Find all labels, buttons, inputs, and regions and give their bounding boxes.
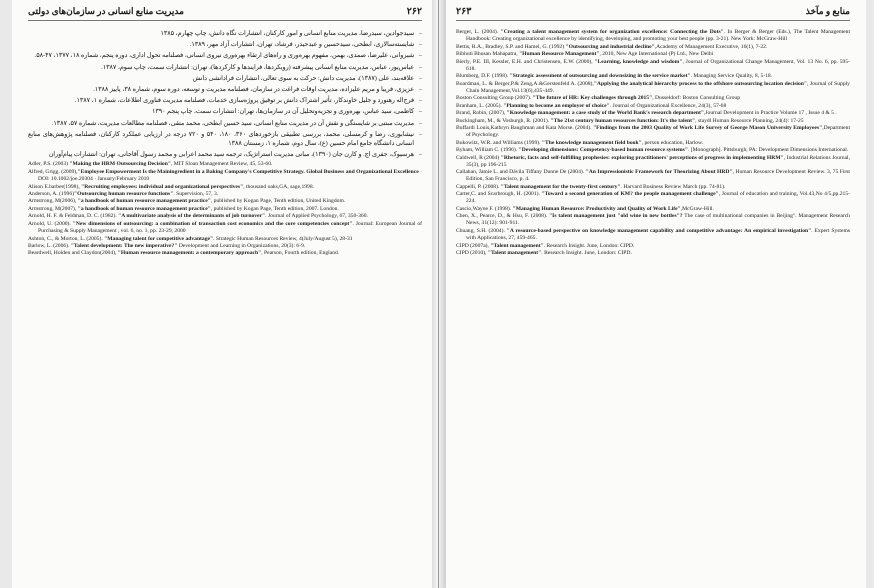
reference-item (456, 228, 850, 242)
reference-title: "Talent development: The new imperative?" (70, 242, 178, 249)
reference-item (28, 243, 422, 250)
reference-authors: Arnold, U. (2000). (28, 220, 73, 227)
persian-reference-item: – سیدجوادین، سیدرضا، مدیریت منابع انسانی و امور کارکنان، انتشارات نگاه دانش، چاپ چهارم، ۱۳۸۵ (28, 29, 422, 38)
persian-reference-item: – علاقه‌بند، علی (۱۳۸۷)، مدیریت دانش: حرکت به سوی تعالی، انتشارات فرادانشی دانش (28, 74, 422, 83)
persian-reference-list (28, 29, 422, 159)
reference-authors: Ashton, C., & Morton, L. (2005). (28, 235, 105, 242)
reference-source: The case of multinational companies in Beijing". Management Research News, 31(12): 901-911. (466, 213, 850, 227)
reference-authors: Anderson, A. (1996) (28, 190, 74, 197)
reference-source: , Industrial Relations Journal, 35(3), pp 196-215 (466, 154, 851, 168)
right-page-number: ۲۶۳ (456, 7, 472, 17)
reference-source: . Journal of Organizational Excellence, 24(3), 57-68 (609, 102, 727, 109)
reference-source: ,Department of Psychology. (466, 125, 851, 139)
reference-item (28, 236, 422, 243)
reference-authors: Alfred, Grigg. (2009), (28, 168, 78, 175)
reference-authors: Byham, William C. (1996). (456, 147, 519, 154)
reference-source: , Pearson, Fourth edition, England. (261, 250, 340, 257)
reference-item (28, 184, 422, 191)
reference-source: ,McGraw-Hill. (680, 205, 714, 212)
reference-item (456, 155, 850, 169)
reference-source: , 2010, New Age International (P) Ltd., New Delhi (599, 51, 714, 58)
left-running-head: مدیریت منابع انسانی در سازمان‌های دولتی (28, 6, 184, 16)
reference-authors: Bettis, R.A., Bradley, S.P. and Hamel, G. (1992) (456, 43, 566, 50)
reference-authors: Brand, Robin, (2007), (456, 110, 507, 117)
reference-authors: Buckingham, M., & Vosburgh, R. (2001). (456, 117, 551, 124)
left-page (12, 0, 432, 588)
reference-item (456, 51, 850, 58)
reference-title: "A multivariate analysis of the determinants of job turnover" (118, 213, 266, 220)
reference-item (456, 206, 850, 213)
reference-title: "Outsourcing and industrial decline" (565, 43, 655, 50)
reference-title: "Managing talent for competitive advantage" (104, 235, 214, 242)
reference-item (456, 103, 850, 110)
reference-authors: Berger, L. (2004). (456, 29, 501, 35)
reference-source: . Strategic Human Resources Review, 4(July/August 5), 28-31 (213, 235, 353, 242)
reference-source: , Journal of Supply Chain Management,Vol.13(6),435-449. (466, 80, 850, 94)
reference-source: Development and Learning in Organizations, 20(3): 6-9. (177, 242, 306, 249)
reference-title: "Human Resource Management" (519, 51, 600, 58)
reference-authors: Branham, L. (2005). (456, 102, 504, 109)
reference-title: "The knowledge management field book" (541, 139, 642, 146)
persian-reference-item: – مدیریت مبتنی بر شایستگی و نقش آن در مدیریت منابع انسانی، سید حسین ابطحی، محمد متقی، فصلنامه مطالعات مدیریت، شماره ۵۷، ۱۳۸۷. (28, 119, 422, 128)
reference-authors: Armstrong, M(2006), (28, 198, 78, 205)
reference-item (456, 140, 850, 147)
reference-source: . In Berger & Berger (Eds.), The Talent Management Handbook: Creating organizational excellence by identifying, developing, and promoting your best people (pp. 3-21). New York: McGraw-Hill (466, 29, 851, 43)
reference-source: . Managing Service Quality, 8, 5-18. (690, 73, 773, 80)
reference-title: "Making the HRM Outsourcing Decision" (69, 161, 171, 168)
reference-title: "Human resource management: a contemporary approach" (117, 250, 262, 257)
reference-item (28, 161, 422, 168)
reference-title: "Talent management" (490, 242, 544, 249)
reference-authors: Alison E.barber(1998), (28, 183, 82, 190)
reference-item (456, 44, 850, 51)
reference-title: "Creating a talent management system for organization excellence: Connecting the Dots" (500, 29, 724, 35)
left-page-header (28, 6, 422, 21)
reference-title: "Is talent management just "old wine in new bottles"? (549, 213, 683, 220)
persian-reference-item: – عزیزی، فریبا و مریم علیزاده، مدیریت اوقات فراغت در سازمان، فصلنامه مدیریت و توسعه، دوره سوم، شماره ۳۸، پاییز ۱۳۸۸. (28, 85, 422, 94)
reference-source: . Expert Systems with Applications, 27, 459-465. (466, 227, 850, 242)
right-running-head: منابع و مآخذ (805, 6, 850, 16)
reference-item (456, 73, 850, 80)
reference-title: "An Impressionistic Framework for Theorizing About HRD" (585, 169, 733, 176)
english-reference-list-left (28, 161, 422, 257)
reference-title: "Learning, knowledge and wisdom" (594, 58, 683, 65)
reference-title: "A resource-based perspective on knowledge management capability and competitive advantage: An empirical investigation" (506, 227, 812, 234)
reference-item (28, 221, 422, 235)
reference-item (28, 213, 422, 220)
reference-source: . Harvard Business Review March (pp. 74-81). (620, 183, 726, 190)
reference-authors: Boston Consulting Group (2007). (456, 95, 533, 102)
reference-authors: Bierly, P.E. III, Kessler, E.H. and Christensen, E.W. (2000), (456, 58, 595, 65)
reference-authors: Barlow, L. (2006). (28, 242, 71, 249)
reference-title: "The 21st century human resources function: It's the talent" (550, 117, 696, 124)
reference-title: "Outsourcing human resource functions" (74, 190, 174, 197)
reference-title: "New dimensions of outsourcing: a combination of transaction cost economics and the core competencies concept" (72, 220, 353, 227)
persian-reference-item: – کاظمی، سید عباس، بهره‌وری و تجزیه‌وتحلیل آن در سازمان‌ها، تهران: انتشارات سمت، چاپ پنجم ۱۳۹۰ (28, 107, 422, 116)
reference-authors: Beardwell, Holden and Claydon(2004), (28, 250, 118, 257)
reference-source: , Journal of education and training, Vol.43,No 4/5,pp.215-224. (466, 191, 850, 205)
reference-authors: Cascio,Wayne F. (1998). (456, 205, 513, 212)
persian-reference-item: – فرج‌اله رهنورد و جلیل خاوندکار، تأثیر اشتراک دانش بر توفیق پروژه‌سازی خدمات، فصلنامه مدیریت فناوری اطلاعات، شماره ۱، ۱۳۸۷. (28, 96, 422, 105)
reference-authors: Cappelli, P. (2008). (456, 183, 501, 190)
reference-source: , Journal of Organizational Change Management, Vol. 13 No. 6, pp. 595-618. (466, 58, 851, 72)
reference-title: "Talent management for the twenty-first century" (500, 183, 621, 190)
reference-authors: Callahan, Jamie L. and Dávila Tiffany Dunne De (2004). (456, 169, 586, 176)
reference-source: , MIT Sloan Management Review, 45, 53-60. (170, 161, 273, 168)
reference-source: · DOI: 10.1002/joe.20304 · January/February 2010 (38, 168, 422, 183)
reference-title: "Knowledge management: a case study of the World Bank's research department" (506, 110, 704, 117)
reference-title: "a handbook of human resource management practice" (77, 198, 211, 205)
reference-item (456, 250, 850, 257)
reference-authors: Adler, P.S. (2003) (28, 161, 70, 168)
reference-item (28, 206, 422, 213)
reference-title: "Findings from the 2003 Quality of Work Life Survey of George Mason University Employees" (593, 125, 823, 132)
reference-source: , thousand oaks,GA, sage,1998. (243, 183, 315, 190)
reference-source: , staydl Human Resource Planning, 24(4): 17-25 (695, 117, 804, 124)
reference-item (456, 125, 850, 139)
reference-source: , Human Resource Development Review. 3, 75 First Edition, San Francisco, p. 4. (466, 169, 850, 183)
reference-title: "Toward a second generation of KM? the people management challenge" (541, 191, 719, 198)
reference-source: ,Academy of Management Executive, 16(1), 7-22. (654, 43, 768, 50)
reference-source: . Journal of Applied Psychology, 67, 350-360. (265, 213, 368, 220)
reference-source: . Journal: European Journal of Purchasing & Supply Management , vol. 6, no. 1, pp. 23-29, 2000 (38, 220, 422, 235)
reference-authors: Caldwell, R (2004) (456, 154, 501, 161)
reference-title: "Applying the analytical hierarchy process to the offshore outsourcing location decision" (593, 80, 807, 87)
reference-title: "a handbook of human resource management practice" (77, 205, 211, 212)
reference-item (456, 29, 850, 43)
reference-item (456, 118, 850, 125)
reference-title: "Employee Empowerment Is the Mainingredient in a Baking Company's Competitive Strategy. Global Business and Organizational Excellence (77, 168, 419, 175)
reference-source: . Supervision, 57, 3. (173, 190, 219, 197)
persian-reference-item: – هرسیوک، جفری اچ. و کارن جان (۱۳۹۰)، مبانی مدیریت استراتژیک، ترجمه سید محمد اعرابی و محمد رسول آقاجانی، تهران: انتشارات پیام‌آوران (28, 150, 422, 159)
reference-item (456, 243, 850, 250)
reference-title: "Recruiting employees: individual and organizational perspectives" (81, 183, 244, 190)
reference-source: , published by Kogan Page, Tenth edition, United Kingdom. (210, 198, 346, 205)
reference-item (28, 198, 422, 205)
reference-item (456, 169, 850, 183)
left-page-number: ۲۶۲ (406, 7, 422, 17)
reference-source: . Research Insight. June, London: CIPD. (543, 242, 635, 249)
reference-source: , published by Kogan Page, Tenth edition, 2007. London. (210, 205, 339, 212)
reference-item (28, 191, 422, 198)
reference-source: , Dusseldorf: Boston Consulting Group (652, 95, 740, 102)
persian-reference-item: – شایسته‌سالاری، ابطحی، سیدحسین و عبدحیدر، فرشاد، تهران، انتشارات آزاد مهر، ۱۳۸۹. (28, 40, 422, 49)
persian-reference-item: – نیشابوری، رضا و کرمسلی، محمد، بررسی تطبیقی بازخوردهای ۳۶۰، ۱۸۰، ۵۴۰ و ۷۲۰ درجه در ارزیابی عملکرد کارکنان، فصلنامه پژوهش‌های منابع انسانی دانشگاه جامع امام حسین (ع)، سال دوم، شماره ۱، زمستان ۱۳۸۸ (28, 130, 422, 148)
reference-item (456, 81, 850, 95)
reference-source: , person education, Harlow. (641, 139, 704, 146)
reference-source: . Research Insight. June, London: CIPD. (541, 250, 632, 257)
reference-item (456, 59, 850, 73)
english-reference-list-right (456, 29, 850, 257)
reference-title: "Managing Human Resource: Productivity and Quality of Work Life" (512, 205, 681, 212)
reference-authors: Blumberg, D.F. (1998). (456, 73, 510, 80)
reference-item (456, 184, 850, 191)
book-spine (432, 0, 446, 588)
reference-item (28, 250, 422, 257)
reference-authors: Chen, X., Pearce, D., & Hsu, F. (2008). (456, 213, 550, 220)
reference-authors: Buffardi Louis,Kathryn Baughman and Kata Morse. (2004). (456, 125, 594, 132)
reference-source: ,Journal Development in Practice Volume 17 , Issue 4 & 5 . (703, 110, 837, 117)
reference-title: "Talent management" (487, 250, 542, 257)
reference-item (456, 95, 850, 102)
reference-authors: Chuang, S.H. (2004). (456, 227, 507, 234)
reference-item (456, 110, 850, 117)
reference-authors: CIPD (2010), (456, 250, 488, 257)
reference-authors: Bukowitz, W.R. and Williams (1999). (456, 139, 542, 146)
right-page-header (456, 6, 850, 21)
reference-authors: Arnold, H. F. & Feldman, D. C. (1982). (28, 213, 119, 220)
reference-authors: CIPD (2007a), (456, 242, 491, 249)
right-page (446, 0, 866, 588)
reference-item (456, 191, 850, 205)
reference-title: "Strategic assessment of outsourcing and downsizing in the service market" (509, 73, 691, 80)
reference-title: "Rhetoric, facts and self-fulfilling prophesies: exploring practitioners' perceptions of progress in implementing HRM" (500, 154, 784, 161)
persian-reference-item: – عباس‌پور، عباس، مدیریت منابع انسانی پیشرفته (رویکردها، فرایندها و کارکردها)، تهران: انتشارات سمت، چاپ سوم، ۱۳۸۷. (28, 63, 422, 72)
reference-title: "The future of HR: Key challenges through 2015" (532, 95, 653, 102)
reference-source: . [Monograph]. Pittsburgh, PA: Development Dimensions International. (687, 147, 849, 154)
reference-item (28, 169, 422, 183)
reference-title: "Planning to become an employer of choice" (503, 102, 610, 109)
persian-reference-item: – شیروانی، علیرضا، صمدی، بهمن، مفهوم بهره‌وری و راه‌های ارتقاء بهره‌وری نیروی انسانی، فصلنامه تحول اداری، دوره پنجم، شماره ۱۸، ۱۳۷۷، ۴۷-۵۸. (28, 51, 422, 60)
reference-authors: Bibhuti Bhusan Mahapatra, (456, 51, 520, 58)
reference-item (456, 147, 850, 154)
reference-title: "Developing dimensions: Competency-based human resource systems" (518, 147, 688, 154)
reference-authors: Boardman, L. & Berger,P.& Zeng,A.&Gerstenfeld A. (2008), (456, 80, 594, 87)
reference-authors: Armstrong, M(2007), (28, 205, 78, 212)
reference-authors: Carter,C. and Scarbrough, H. (2001). (456, 191, 542, 198)
reference-item (456, 213, 850, 227)
